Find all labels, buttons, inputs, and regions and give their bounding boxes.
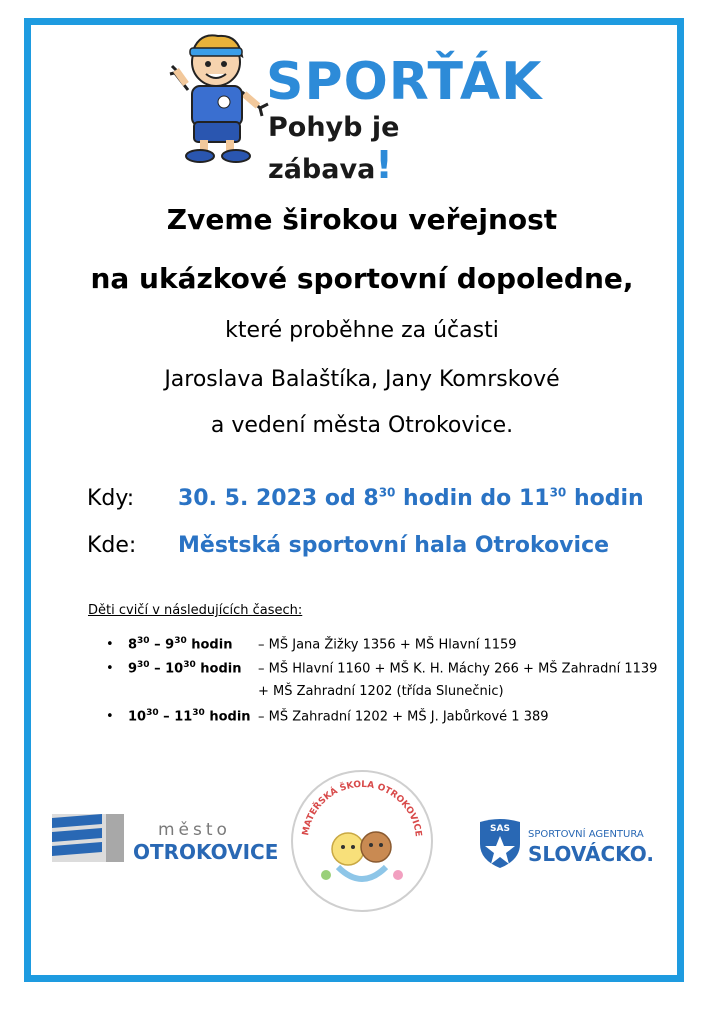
where-label: Kde: <box>87 533 137 558</box>
when-mid: hodin do 11 <box>395 486 550 512</box>
schedule-text: – MŠ Jana Žižky 1356 + MŠ Hlavní 1159 <box>258 637 517 653</box>
school-ring-text: MATEŘSKÁ ŠKOLA OTROKOVICE <box>301 779 423 838</box>
schedule-item <box>106 708 657 732</box>
when-label: Kdy: <box>87 486 135 512</box>
schedule-time: $9^{30} - 10^{30}$ hodin <box>128 660 242 677</box>
when-end: hodin <box>566 486 644 512</box>
child-face-2-icon <box>361 832 391 862</box>
sportak-logo <box>168 28 543 187</box>
sas-badge-text: SAS <box>490 824 510 834</box>
schedule-item <box>106 660 657 684</box>
otrokovice-logo <box>52 812 279 864</box>
invite-line-3: které proběhne za účasti <box>225 318 499 343</box>
logo-slogan-text: Pohyb je zábava <box>268 112 400 185</box>
when-from-minutes: 30 <box>378 486 396 500</box>
where-value: Městská sportovní hala Otrokovice <box>178 533 610 558</box>
invite-line-5: a vedení města Otrokovice. <box>210 413 514 438</box>
city-word-2: OTROKOVICE <box>133 840 279 864</box>
sas-word-1: SPORTOVNÍ AGENTURA <box>528 829 644 840</box>
invite-heading-2: na ukázkové sportovní dopoledne, <box>90 262 634 295</box>
bullet: • <box>106 637 114 653</box>
kindergarten-logo <box>288 767 436 915</box>
invite-line-4: Jaroslava Balaštíka, Jany Komrskové <box>164 367 560 392</box>
kid-mascot-icon <box>168 28 278 164</box>
sas-shield-icon <box>478 816 522 870</box>
logo-slogan <box>268 112 518 187</box>
sas-word-2: SLOVÁCKO. <box>528 842 654 866</box>
city-emblem-icon <box>52 814 124 862</box>
when-to-minutes: 30 <box>549 486 567 500</box>
logo-title: SPORŤÁK <box>266 52 543 112</box>
schedule-text: – MŠ Zahradní 1202 + MŠ J. Jabůrkové 1 389 <box>258 709 549 725</box>
logo-exclaim: ! <box>375 143 393 187</box>
schedule-item <box>106 636 657 660</box>
sas-logo <box>478 816 678 872</box>
schedule-time: $8^{30} - 9^{30}$ hodin <box>128 636 233 653</box>
schedule-time: $10^{30} - 11^{30}$ hodin <box>128 708 251 725</box>
schedule-list <box>106 636 657 732</box>
schedule-continuation: + MŠ Zahradní 1202 (třída Slunečnic) <box>258 684 504 699</box>
schedule-title: Děti cvičí v následujících časech: <box>88 603 303 618</box>
when-value <box>178 486 644 511</box>
bullet: • <box>106 709 114 725</box>
when-row <box>87 486 644 511</box>
schedule-text: – MŠ Hlavní 1160 + MŠ K. H. Máchy 266 + MŠ Zahradní 1139 <box>258 661 658 677</box>
city-word-1: město <box>158 820 231 840</box>
invite-heading-1: Zveme širokou veřejnost <box>166 203 558 236</box>
when-date: 30. 5. 2023 od 8 <box>178 486 379 512</box>
bullet: • <box>106 661 114 677</box>
where-row <box>87 533 609 558</box>
child-face-1-icon <box>332 833 364 865</box>
